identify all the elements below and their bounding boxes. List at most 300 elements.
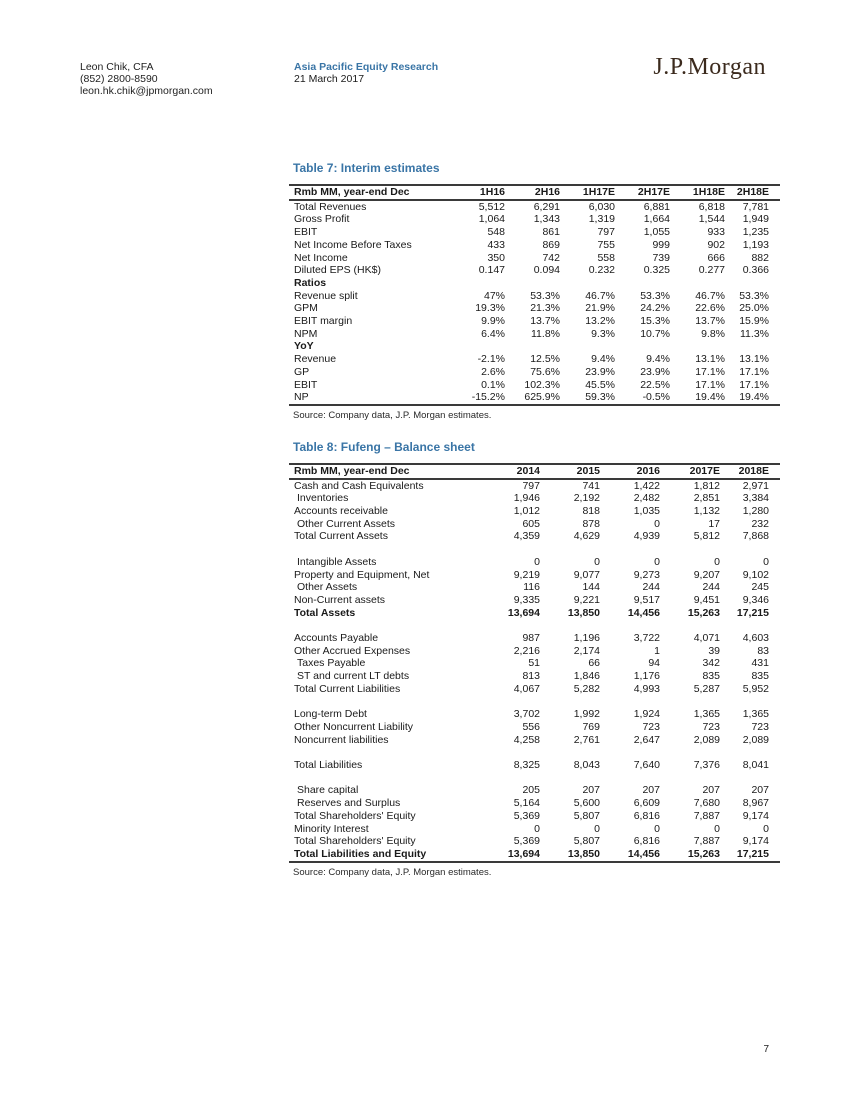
table-row bbox=[289, 302, 780, 315]
row-label: Revenue bbox=[294, 353, 337, 366]
cell-value: 7,640 bbox=[633, 759, 660, 772]
cell-value: 0.325 bbox=[643, 264, 670, 277]
cell-value: 987 bbox=[522, 632, 540, 645]
cell-value: 11.8% bbox=[531, 327, 560, 340]
cell-value: 22.5% bbox=[640, 378, 670, 391]
table-row bbox=[289, 835, 780, 848]
column-header: Rmb MM, year-end Dec bbox=[294, 464, 410, 477]
row-label: Other Assets bbox=[297, 581, 358, 594]
cell-value: 7,376 bbox=[693, 759, 720, 772]
cell-value: 0.232 bbox=[588, 264, 615, 277]
author-block bbox=[80, 62, 213, 97]
cell-value: 232 bbox=[751, 517, 769, 530]
cell-value: 9.8% bbox=[701, 327, 725, 340]
cell-value: 1,365 bbox=[742, 708, 769, 721]
cell-value: 5,952 bbox=[742, 682, 769, 695]
cell-value: 45.5% bbox=[585, 378, 615, 391]
row-label: EBIT bbox=[294, 226, 318, 239]
row-label bbox=[289, 543, 480, 556]
row-label: Total Current Liabilities bbox=[294, 682, 401, 695]
jpmorgan-logo: J.P.Morgan bbox=[653, 54, 766, 80]
column-header: 2018E bbox=[738, 464, 769, 477]
row-label: Total Shareholders' Equity bbox=[294, 809, 416, 822]
column-header: 1H18E bbox=[692, 186, 725, 198]
cell-value: 0 bbox=[654, 822, 660, 835]
table-row bbox=[289, 848, 780, 862]
row-label: Other Current Assets bbox=[297, 517, 396, 530]
cell-value bbox=[725, 277, 780, 290]
column-header: 2015 bbox=[576, 464, 600, 477]
table-row bbox=[289, 797, 780, 810]
cell-value: 13.7% bbox=[695, 315, 725, 328]
cell-value: 9,219 bbox=[513, 568, 540, 581]
cell-value: 556 bbox=[522, 720, 540, 733]
cell-value: 3,384 bbox=[742, 492, 769, 505]
cell-value bbox=[660, 619, 720, 632]
cell-value: 23.9% bbox=[640, 365, 670, 378]
cell-value: 13,694 bbox=[507, 847, 540, 860]
cell-value: 5,807 bbox=[573, 809, 600, 822]
cell-value: 7,781 bbox=[742, 200, 769, 213]
cell-value: 11.3% bbox=[740, 327, 769, 340]
cell-value bbox=[670, 277, 725, 290]
cell-value: 818 bbox=[582, 505, 600, 518]
table-row bbox=[289, 645, 780, 658]
table-row bbox=[289, 505, 780, 518]
table-row bbox=[289, 734, 780, 747]
cell-value: 2,216 bbox=[513, 644, 540, 657]
cell-value: 9,221 bbox=[573, 593, 600, 606]
cell-value: 9,346 bbox=[742, 593, 769, 606]
cell-value: 245 bbox=[751, 581, 769, 594]
cell-value: 46.7% bbox=[585, 289, 615, 302]
cell-value: 19.4% bbox=[739, 391, 769, 404]
cell-value: 0 bbox=[763, 555, 769, 568]
cell-value: 797 bbox=[597, 226, 615, 239]
cell-value: 6,816 bbox=[633, 809, 660, 822]
table8-source: Source: Company data, J.P. Morgan estimates. bbox=[293, 866, 492, 878]
cell-value: 9.3% bbox=[591, 327, 615, 340]
cell-value: 21.3% bbox=[530, 302, 560, 315]
cell-value: 605 bbox=[522, 517, 540, 530]
table-row bbox=[289, 353, 780, 366]
cell-value: 15,263 bbox=[687, 847, 720, 860]
cell-value: 0 bbox=[763, 822, 769, 835]
spacer-row bbox=[289, 746, 780, 759]
publication-block bbox=[294, 62, 438, 86]
cell-value: 1,319 bbox=[588, 213, 615, 226]
cell-value: 6,030 bbox=[588, 200, 615, 213]
cell-value: 1,193 bbox=[742, 238, 769, 251]
column-header: 2014 bbox=[516, 464, 540, 477]
cell-value: 431 bbox=[751, 657, 769, 670]
table-row bbox=[289, 479, 780, 493]
cell-value: 9,077 bbox=[573, 568, 600, 581]
row-label: EBIT bbox=[294, 378, 318, 391]
column-header: 2H18E bbox=[736, 186, 769, 198]
cell-value: 0.277 bbox=[698, 264, 725, 277]
table-row bbox=[289, 213, 780, 226]
cell-value: 1,035 bbox=[633, 505, 660, 518]
row-label: Non-Current assets bbox=[294, 593, 386, 606]
cell-value: 813 bbox=[522, 670, 540, 683]
cell-value: 14,456 bbox=[627, 847, 660, 860]
row-label: Total Assets bbox=[294, 606, 356, 619]
cell-value bbox=[725, 340, 780, 353]
cell-value: 0 bbox=[654, 555, 660, 568]
cell-value: 17,215 bbox=[736, 847, 769, 860]
cell-value: 0 bbox=[714, 822, 720, 835]
cell-value: 0 bbox=[594, 822, 600, 835]
table-row bbox=[289, 264, 780, 277]
table-row bbox=[289, 492, 780, 505]
cell-value: 1,812 bbox=[693, 479, 720, 492]
report-body bbox=[289, 161, 780, 878]
cell-value: 723 bbox=[642, 720, 660, 733]
column-header: 2H17E bbox=[637, 186, 670, 198]
column-header: 2H16 bbox=[534, 186, 560, 198]
cell-value bbox=[720, 619, 780, 632]
table-row bbox=[289, 239, 780, 252]
cell-value bbox=[540, 619, 600, 632]
cell-value: 13,694 bbox=[507, 606, 540, 619]
cell-value: 1,946 bbox=[513, 492, 540, 505]
row-label: Other Noncurrent Liability bbox=[294, 720, 414, 733]
table-row bbox=[289, 290, 780, 303]
cell-value: 4,067 bbox=[513, 682, 540, 695]
table-row bbox=[289, 607, 780, 620]
cell-value: 882 bbox=[751, 251, 769, 264]
row-label: Net Income bbox=[294, 251, 348, 264]
cell-value: 21.9% bbox=[585, 302, 615, 315]
cell-value: 207 bbox=[582, 784, 600, 797]
cell-value: 1,176 bbox=[633, 670, 660, 683]
interim-estimates-table bbox=[289, 184, 780, 406]
cell-value: 10.7% bbox=[640, 327, 670, 340]
cell-value: 9,207 bbox=[693, 568, 720, 581]
cell-value: 207 bbox=[751, 784, 769, 797]
row-label: Total Liabilities and Equity bbox=[294, 847, 427, 860]
cell-value: 2,851 bbox=[693, 492, 720, 505]
cell-value bbox=[480, 746, 540, 759]
cell-value: 4,071 bbox=[693, 632, 720, 645]
cell-value bbox=[540, 772, 600, 785]
cell-value: 17.1% bbox=[695, 365, 725, 378]
cell-value bbox=[560, 277, 615, 290]
cell-value: -2.1% bbox=[477, 353, 505, 366]
cell-value bbox=[540, 543, 600, 556]
cell-value: 19.3% bbox=[475, 302, 505, 315]
cell-value: 4,939 bbox=[633, 530, 660, 543]
cell-value: 46.7% bbox=[695, 289, 725, 302]
cell-value: 2,089 bbox=[742, 733, 769, 746]
row-label: Minority Interest bbox=[294, 822, 369, 835]
cell-value: 6,818 bbox=[698, 200, 725, 213]
row-label: GP bbox=[294, 365, 310, 378]
row-label: Property and Equipment, Net bbox=[294, 568, 430, 581]
row-label bbox=[289, 772, 480, 785]
cell-value: 739 bbox=[652, 251, 670, 264]
table7-source: Source: Company data, J.P. Morgan estimates. bbox=[293, 409, 492, 421]
cell-value: 1,846 bbox=[573, 670, 600, 683]
cell-value: 8,325 bbox=[513, 759, 540, 772]
balance-sheet-table bbox=[289, 463, 780, 863]
cell-value: 5,282 bbox=[573, 682, 600, 695]
author-email: leon.hk.chik@jpmorgan.com bbox=[80, 84, 213, 97]
cell-value: 9,335 bbox=[513, 593, 540, 606]
table-row bbox=[289, 657, 780, 670]
table-row bbox=[289, 518, 780, 531]
table-row bbox=[289, 556, 780, 569]
cell-value: 12.5% bbox=[530, 353, 560, 366]
cell-value: 5,369 bbox=[513, 835, 540, 848]
cell-value bbox=[720, 543, 780, 556]
cell-value: 8,043 bbox=[573, 759, 600, 772]
spacer-row bbox=[289, 772, 780, 785]
cell-value: 2.6% bbox=[481, 365, 505, 378]
cell-value: 5,600 bbox=[573, 797, 600, 810]
cell-value bbox=[600, 772, 660, 785]
column-header: 1H16 bbox=[479, 186, 505, 198]
row-label: Reserves and Surplus bbox=[297, 797, 401, 810]
cell-value: 59.3% bbox=[585, 391, 615, 404]
cell-value: 47% bbox=[483, 289, 505, 302]
cell-value: 4,993 bbox=[633, 682, 660, 695]
cell-value: 15,263 bbox=[687, 606, 720, 619]
cell-value: 835 bbox=[751, 670, 769, 683]
cell-value: 1,544 bbox=[698, 213, 725, 226]
row-label: Intangible Assets bbox=[297, 555, 377, 568]
cell-value: 2,174 bbox=[573, 644, 600, 657]
cell-value: 5,812 bbox=[693, 530, 720, 543]
row-label: GPM bbox=[294, 302, 318, 315]
row-label bbox=[289, 696, 480, 709]
table-row bbox=[289, 340, 780, 353]
row-label: Total Shareholders' Equity bbox=[294, 835, 416, 848]
row-label: Total Current Assets bbox=[294, 530, 388, 543]
cell-value: 4,258 bbox=[513, 733, 540, 746]
cell-value: 13,850 bbox=[567, 606, 600, 619]
table7-title: Table 7: Interim estimates bbox=[293, 161, 440, 175]
cell-value: 723 bbox=[702, 720, 720, 733]
cell-value: 1,949 bbox=[742, 213, 769, 226]
cell-value: 9.9% bbox=[481, 315, 505, 328]
row-label: NPM bbox=[294, 327, 318, 340]
cell-value: 797 bbox=[522, 479, 540, 492]
cell-value: 102.3% bbox=[524, 378, 560, 391]
cell-value: 17.1% bbox=[739, 378, 769, 391]
cell-value: 2,482 bbox=[633, 492, 660, 505]
cell-value: 9,273 bbox=[633, 568, 660, 581]
row-label: Accounts receivable bbox=[294, 505, 388, 518]
cell-value bbox=[480, 619, 540, 632]
row-label: EBIT margin bbox=[294, 315, 353, 328]
cell-value bbox=[660, 746, 720, 759]
cell-value: 433 bbox=[487, 238, 505, 251]
cell-value: 53.3% bbox=[530, 289, 560, 302]
cell-value: 2,647 bbox=[633, 733, 660, 746]
table-row bbox=[289, 683, 780, 696]
cell-value: 0 bbox=[594, 555, 600, 568]
cell-value bbox=[720, 772, 780, 785]
cell-value: 1,196 bbox=[573, 632, 600, 645]
cell-value bbox=[600, 696, 660, 709]
row-label: Other Accrued Expenses bbox=[294, 644, 411, 657]
table-header-row bbox=[289, 185, 780, 200]
cell-value: 13.7% bbox=[530, 315, 560, 328]
cell-value bbox=[450, 277, 505, 290]
cell-value: 0 bbox=[714, 555, 720, 568]
cell-value: 902 bbox=[707, 238, 725, 251]
cell-value: 835 bbox=[702, 670, 720, 683]
cell-value bbox=[560, 340, 615, 353]
cell-value: 0.094 bbox=[533, 264, 560, 277]
publication-date: 21 March 2017 bbox=[294, 72, 365, 85]
cell-value: 755 bbox=[597, 238, 615, 251]
cell-value: 1,132 bbox=[693, 505, 720, 518]
cell-value: 741 bbox=[582, 479, 600, 492]
cell-value: 13.2% bbox=[585, 315, 615, 328]
cell-value bbox=[505, 340, 560, 353]
table-row bbox=[289, 632, 780, 645]
cell-value: 5,807 bbox=[573, 835, 600, 848]
row-label: Inventories bbox=[297, 492, 349, 505]
table-row bbox=[289, 810, 780, 823]
cell-value: 2,192 bbox=[573, 492, 600, 505]
table-row bbox=[289, 252, 780, 265]
cell-value: 1,924 bbox=[633, 708, 660, 721]
cell-value: 94 bbox=[648, 657, 660, 670]
balance-sheet-section bbox=[289, 440, 780, 878]
cell-value: 869 bbox=[542, 238, 560, 251]
cell-value: 17 bbox=[708, 517, 720, 530]
cell-value: 1,055 bbox=[643, 226, 670, 239]
cell-value: 999 bbox=[652, 238, 670, 251]
cell-value: 207 bbox=[642, 784, 660, 797]
cell-value bbox=[540, 746, 600, 759]
column-header: 1H17E bbox=[582, 186, 615, 198]
cell-value: 9.4% bbox=[591, 353, 615, 366]
cell-value: 24.2% bbox=[640, 302, 670, 315]
cell-value: 3,702 bbox=[513, 708, 540, 721]
cell-value bbox=[660, 543, 720, 556]
column-header: 2016 bbox=[636, 464, 660, 477]
cell-value: 723 bbox=[751, 720, 769, 733]
cell-value: 17.1% bbox=[739, 365, 769, 378]
cell-value bbox=[540, 696, 600, 709]
table-row bbox=[289, 670, 780, 683]
cell-value: 1,422 bbox=[633, 479, 660, 492]
cell-value: 8,967 bbox=[742, 797, 769, 810]
row-label: Total Liabilities bbox=[294, 759, 363, 772]
row-label: Revenue split bbox=[294, 289, 358, 302]
cell-value: 1,012 bbox=[513, 505, 540, 518]
cell-value: 15.3% bbox=[640, 315, 670, 328]
page-number: 7 bbox=[763, 1044, 769, 1055]
author-name: Leon Chik, CFA bbox=[80, 61, 154, 73]
cell-value: 9,451 bbox=[693, 593, 720, 606]
cell-value: 53.3% bbox=[640, 289, 670, 302]
cell-value bbox=[480, 696, 540, 709]
cell-value: 0 bbox=[534, 822, 540, 835]
cell-value: 75.6% bbox=[530, 365, 560, 378]
table-row bbox=[289, 226, 780, 239]
cell-value: 1,235 bbox=[742, 226, 769, 239]
cell-value: 9.4% bbox=[646, 353, 670, 366]
cell-value: 0.1% bbox=[481, 378, 505, 391]
cell-value: 244 bbox=[702, 581, 720, 594]
cell-value: 19.4% bbox=[695, 391, 725, 404]
cell-value bbox=[720, 746, 780, 759]
row-label: Cash and Cash Equivalents bbox=[294, 479, 424, 492]
column-header: Rmb MM, year-end Dec bbox=[294, 186, 410, 198]
cell-value: 0 bbox=[654, 517, 660, 530]
cell-value: 0.147 bbox=[478, 264, 505, 277]
cell-value: 15.9% bbox=[739, 315, 769, 328]
cell-value: 25.0% bbox=[739, 302, 769, 315]
row-label: NP bbox=[294, 391, 309, 404]
table-row bbox=[289, 391, 780, 405]
cell-value: 0 bbox=[534, 555, 540, 568]
cell-value: 769 bbox=[582, 720, 600, 733]
cell-value: 933 bbox=[707, 226, 725, 239]
cell-value: 6,881 bbox=[643, 200, 670, 213]
row-label bbox=[289, 619, 480, 632]
table-row bbox=[289, 200, 780, 214]
table-row bbox=[289, 721, 780, 734]
table-row bbox=[289, 759, 780, 772]
table-row bbox=[289, 366, 780, 379]
cell-value: 5,512 bbox=[478, 200, 505, 213]
author-phone: (852) 2800-8590 bbox=[80, 72, 158, 85]
cell-value: 878 bbox=[582, 517, 600, 530]
cell-value: 14,456 bbox=[627, 606, 660, 619]
cell-value: 207 bbox=[702, 784, 720, 797]
row-label: Share capital bbox=[297, 784, 359, 797]
cell-value: 7,868 bbox=[742, 530, 769, 543]
cell-value: 5,287 bbox=[693, 682, 720, 695]
cell-value bbox=[480, 543, 540, 556]
table-row bbox=[289, 823, 780, 836]
table-row bbox=[289, 379, 780, 392]
cell-value: 22.6% bbox=[695, 302, 725, 315]
cell-value: 9,102 bbox=[742, 568, 769, 581]
cell-value: 742 bbox=[542, 251, 560, 264]
cell-value bbox=[615, 277, 670, 290]
cell-value: 625.9% bbox=[524, 391, 560, 404]
cell-value: 5,164 bbox=[513, 797, 540, 810]
cell-value: 13,850 bbox=[567, 847, 600, 860]
cell-value: 23.9% bbox=[585, 365, 615, 378]
table-row bbox=[289, 315, 780, 328]
row-label: YoY bbox=[294, 340, 314, 353]
cell-value: 6,291 bbox=[533, 200, 560, 213]
cell-value: 2,089 bbox=[693, 733, 720, 746]
cell-value: 6,609 bbox=[633, 797, 660, 810]
cell-value: 548 bbox=[487, 226, 505, 239]
cell-value: 4,359 bbox=[513, 530, 540, 543]
cell-value: 9,174 bbox=[742, 835, 769, 848]
cell-value: 1,992 bbox=[573, 708, 600, 721]
row-label: Total Revenues bbox=[294, 200, 367, 213]
cell-value: 4,603 bbox=[742, 632, 769, 645]
row-label: ST and current LT debts bbox=[297, 670, 410, 683]
table-row bbox=[289, 569, 780, 582]
table-row bbox=[289, 277, 780, 290]
cell-value: 2,761 bbox=[573, 733, 600, 746]
cell-value: 3,722 bbox=[633, 632, 660, 645]
cell-value bbox=[480, 772, 540, 785]
